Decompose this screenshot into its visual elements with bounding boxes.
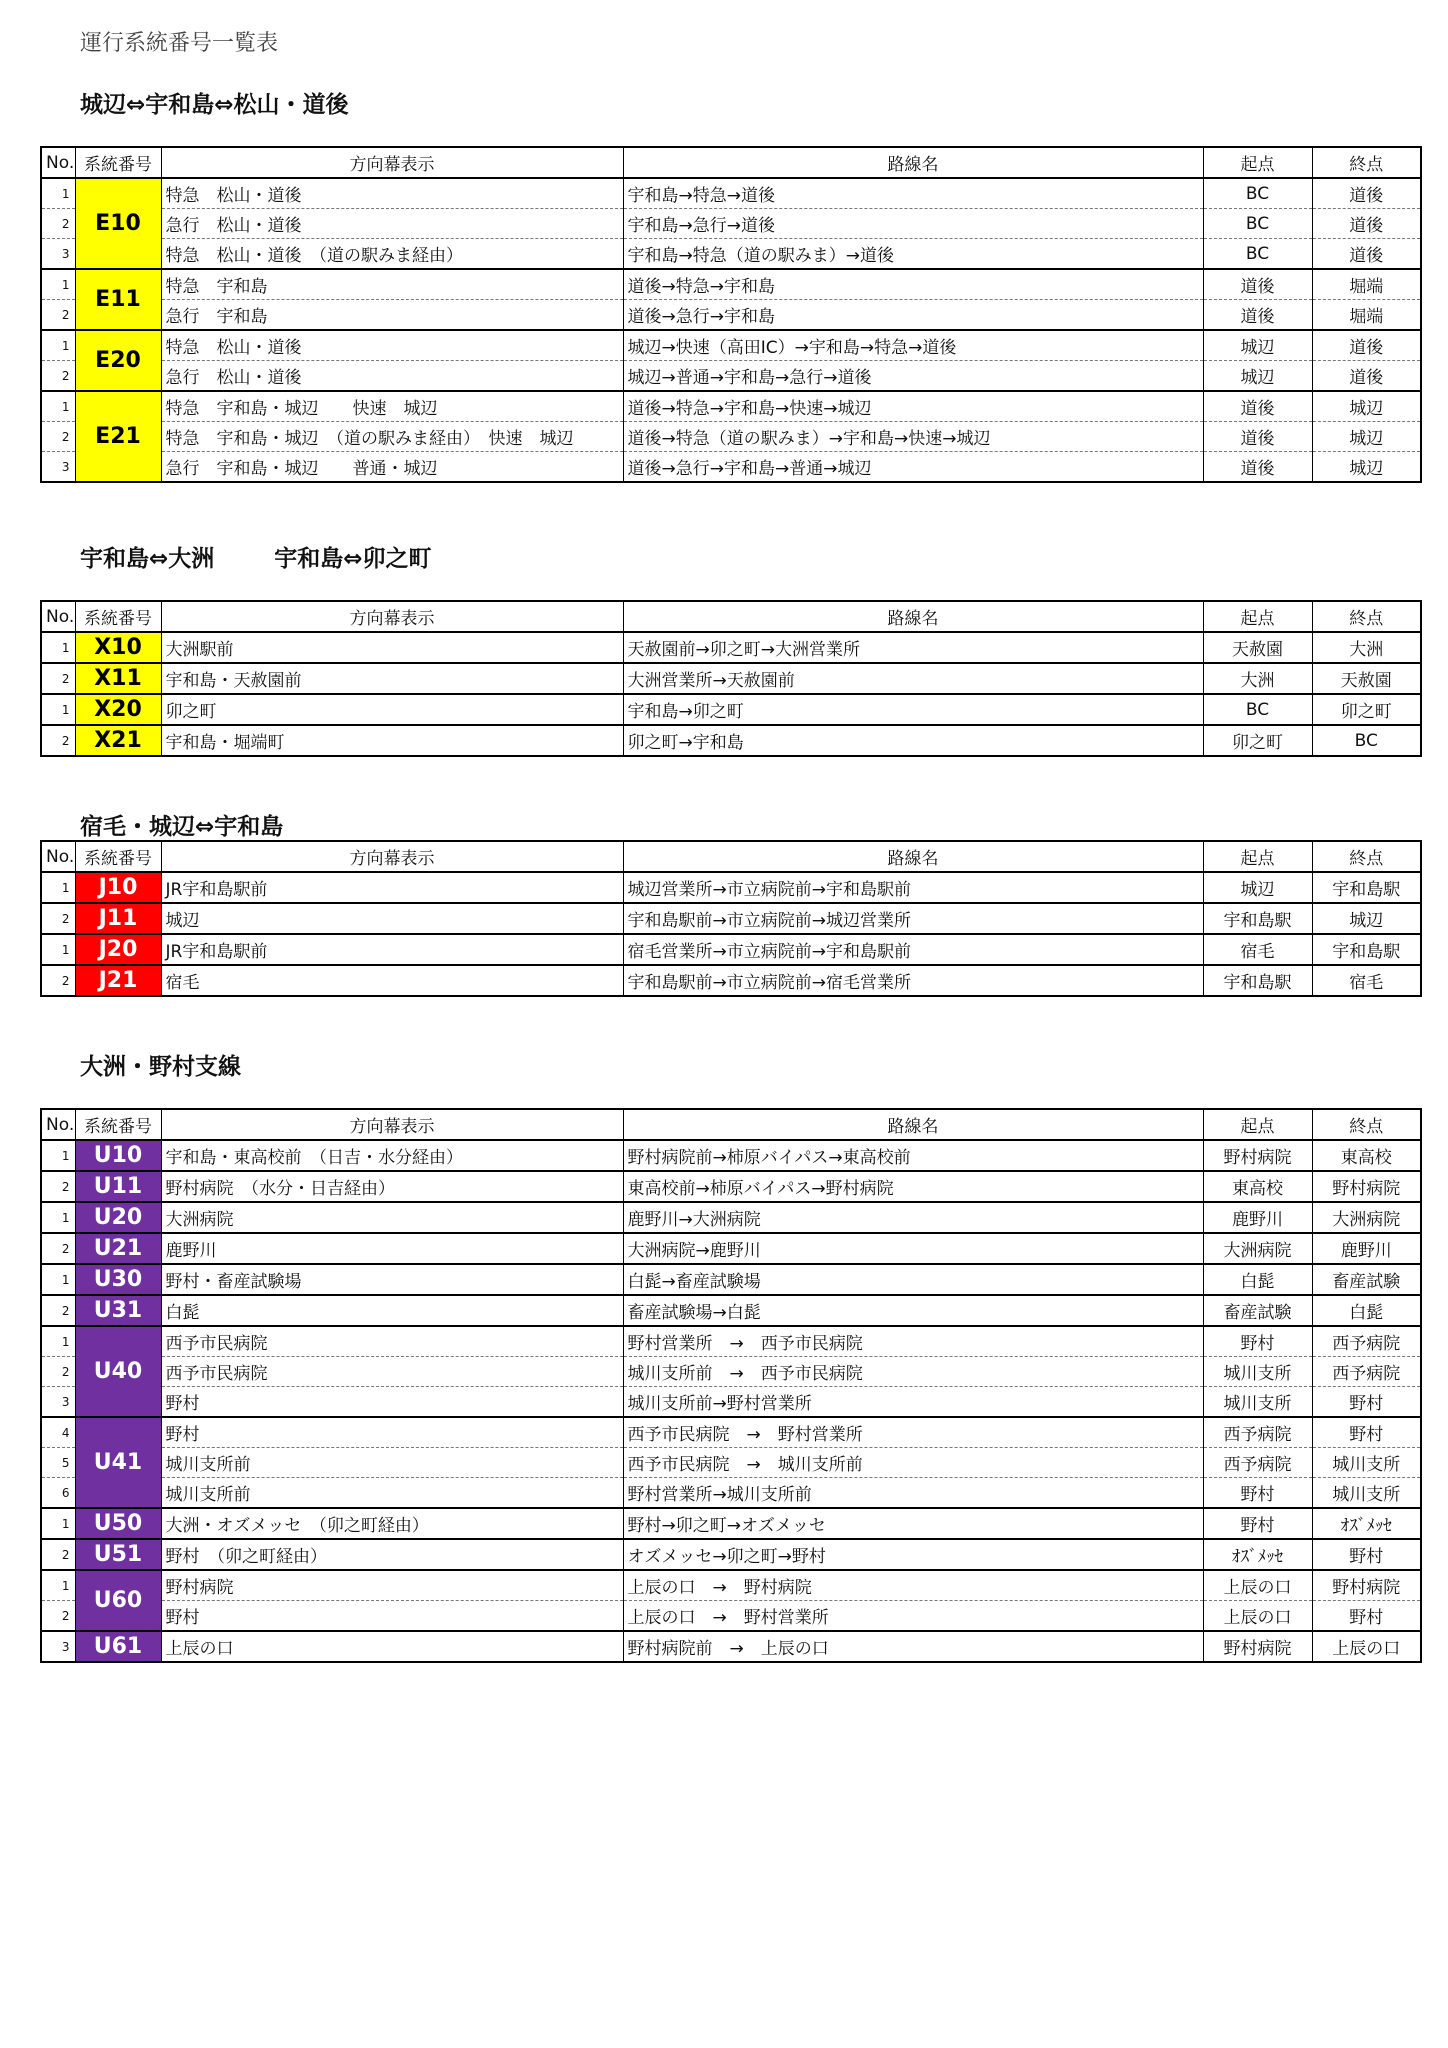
header-end: 終点 [1312, 841, 1421, 872]
direction-sign-cell: 白髭 [161, 1295, 623, 1326]
table-row [41, 178, 1421, 209]
end-point-cell: 卯之町 [1312, 694, 1421, 725]
row-number: 1 [41, 1202, 75, 1233]
route-name-cell: 野村病院前→柿原バイパス→東高校前 [623, 1140, 1203, 1171]
direction-sign-cell: 野村 （卯之町経由） [161, 1539, 623, 1570]
route-name-cell: 道後→急行→宇和島→普通→城辺 [623, 452, 1203, 483]
route-name-cell: オズメッセ→卯之町→野村 [623, 1539, 1203, 1570]
start-point-cell: BC [1203, 694, 1312, 725]
start-point-cell: 大洲病院 [1203, 1233, 1312, 1264]
route-table [40, 1108, 1422, 1663]
start-point-cell: 道後 [1203, 391, 1312, 422]
start-point-cell: 城辺 [1203, 361, 1312, 392]
section-title-text: 宿毛・城辺⇔宇和島 [80, 814, 284, 840]
row-number: 5 [41, 1448, 75, 1478]
start-point-cell: 道後 [1203, 422, 1312, 452]
row-number: 2 [41, 965, 75, 996]
table-row [41, 872, 1421, 903]
header-row [41, 1109, 1421, 1140]
header-start: 起点 [1203, 1109, 1312, 1140]
route-code-badge: U40 [75, 1326, 161, 1417]
start-point-cell: 野村 [1203, 1326, 1312, 1357]
row-number: 1 [41, 1140, 75, 1171]
route-name-cell: 野村営業所→城川支所前 [623, 1478, 1203, 1509]
route-code-badge: E10 [75, 178, 161, 269]
direction-sign-cell: 特急 松山・道後 [161, 178, 623, 209]
start-point-cell: 大洲 [1203, 663, 1312, 694]
route-code-badge: X20 [75, 694, 161, 725]
route-name-cell: 野村→卯之町→オズメッセ [623, 1508, 1203, 1539]
end-point-cell: 白髭 [1312, 1295, 1421, 1326]
header-direction: 方向幕表示 [161, 1109, 623, 1140]
row-number: 1 [41, 694, 75, 725]
section-title-text: 城辺⇔宇和島⇔松山・道後 [80, 92, 349, 118]
end-point-cell: 西予病院 [1312, 1326, 1421, 1357]
direction-sign-cell: 城川支所前 [161, 1448, 623, 1478]
route-name-cell: 東高校前→柿原バイパス→野村病院 [623, 1171, 1203, 1202]
table-row [41, 1508, 1421, 1539]
start-point-cell: 野村病院 [1203, 1140, 1312, 1171]
route-code-badge: J21 [75, 965, 161, 996]
header-route: 路線名 [623, 841, 1203, 872]
end-point-cell: 城辺 [1312, 903, 1421, 934]
row-number: 2 [41, 1171, 75, 1202]
route-code-badge: E20 [75, 330, 161, 391]
section-title [80, 1048, 241, 1081]
route-table [40, 600, 1422, 757]
direction-sign-cell: 急行 松山・道後 [161, 209, 623, 239]
route-name-cell: 白髭→畜産試験場 [623, 1264, 1203, 1295]
header-start: 起点 [1203, 601, 1312, 632]
table-row [41, 1631, 1421, 1662]
route-code-badge: U20 [75, 1202, 161, 1233]
end-point-cell: 城川支所 [1312, 1448, 1421, 1478]
header-code: 系統番号 [75, 601, 161, 632]
route-name-cell: 城辺→普通→宇和島→急行→道後 [623, 361, 1203, 392]
row-number: 1 [41, 1508, 75, 1539]
row-number: 2 [41, 422, 75, 452]
end-point-cell: BC [1312, 725, 1421, 756]
row-number: 2 [41, 1601, 75, 1632]
document-title: 運行系統番号一覧表 [80, 31, 279, 56]
section-title [80, 540, 432, 573]
route-code-badge: X10 [75, 632, 161, 663]
start-point-cell: 鹿野川 [1203, 1202, 1312, 1233]
row-number: 1 [41, 1326, 75, 1357]
direction-sign-cell: 野村 [161, 1601, 623, 1632]
end-point-cell: 天赦園 [1312, 663, 1421, 694]
route-code-badge: X11 [75, 663, 161, 694]
direction-sign-cell: 上辰の口 [161, 1631, 623, 1662]
start-point-cell: 上辰の口 [1203, 1601, 1312, 1632]
start-point-cell: 城川支所 [1203, 1387, 1312, 1418]
end-point-cell: 宇和島駅 [1312, 934, 1421, 965]
table-row [41, 1478, 1421, 1509]
row-number: 2 [41, 725, 75, 756]
direction-sign-cell: 大洲・オズメッセ （卯之町経由） [161, 1508, 623, 1539]
route-code-badge: U41 [75, 1417, 161, 1508]
route-name-cell: 野村病院前 → 上辰の口 [623, 1631, 1203, 1662]
row-number: 1 [41, 632, 75, 663]
direction-sign-cell: 城辺 [161, 903, 623, 934]
direction-sign-cell: 急行 宇和島・城辺 普通・城辺 [161, 452, 623, 483]
table-row [41, 269, 1421, 300]
row-number: 3 [41, 239, 75, 270]
row-number: 1 [41, 269, 75, 300]
direction-sign-cell: 野村 [161, 1387, 623, 1418]
end-point-cell: 野村病院 [1312, 1570, 1421, 1601]
route-name-cell: 鹿野川→大洲病院 [623, 1202, 1203, 1233]
row-number: 2 [41, 663, 75, 694]
end-point-cell: 西予病院 [1312, 1357, 1421, 1387]
route-code-badge: J10 [75, 872, 161, 903]
table-row [41, 1202, 1421, 1233]
row-number: 6 [41, 1478, 75, 1509]
table-row [41, 300, 1421, 331]
direction-sign-cell: 特急 松山・道後 [161, 330, 623, 361]
route-code-badge: U61 [75, 1631, 161, 1662]
route-code-badge: U21 [75, 1233, 161, 1264]
table-row [41, 965, 1421, 996]
direction-sign-cell: 野村病院 [161, 1570, 623, 1601]
header-end: 終点 [1312, 147, 1421, 178]
header-direction: 方向幕表示 [161, 147, 623, 178]
row-number: 1 [41, 1264, 75, 1295]
table-row [41, 1417, 1421, 1448]
route-name-cell: 上辰の口 → 野村病院 [623, 1570, 1203, 1601]
header-row [41, 601, 1421, 632]
route-name-cell: 西予市民病院 → 野村営業所 [623, 1417, 1203, 1448]
route-code-badge: X21 [75, 725, 161, 756]
header-direction: 方向幕表示 [161, 601, 623, 632]
direction-sign-cell: 特急 松山・道後 （道の駅みま経由） [161, 239, 623, 270]
route-name-cell: 道後→特急→宇和島→快速→城辺 [623, 391, 1203, 422]
start-point-cell: 城川支所 [1203, 1357, 1312, 1387]
start-point-cell: 宇和島駅 [1203, 965, 1312, 996]
end-point-cell: 城川支所 [1312, 1478, 1421, 1509]
table-row [41, 1387, 1421, 1418]
table-row [41, 934, 1421, 965]
header-start: 起点 [1203, 841, 1312, 872]
direction-sign-cell: 宇和島・堀端町 [161, 725, 623, 756]
row-number: 1 [41, 934, 75, 965]
table-row [41, 239, 1421, 270]
direction-sign-cell: 西予市民病院 [161, 1357, 623, 1387]
end-point-cell: 道後 [1312, 330, 1421, 361]
direction-sign-cell: 野村・畜産試験場 [161, 1264, 623, 1295]
row-number: 1 [41, 872, 75, 903]
table-row [41, 452, 1421, 483]
table-row [41, 422, 1421, 452]
direction-sign-cell: 野村 [161, 1417, 623, 1448]
route-name-cell: 道後→特急→宇和島 [623, 269, 1203, 300]
end-point-cell: 城辺 [1312, 422, 1421, 452]
table-row [41, 209, 1421, 239]
end-point-cell: 城辺 [1312, 391, 1421, 422]
start-point-cell: 東高校 [1203, 1171, 1312, 1202]
route-name-cell: 西予市民病院 → 城川支所前 [623, 1448, 1203, 1478]
start-point-cell: BC [1203, 178, 1312, 209]
start-point-cell: BC [1203, 209, 1312, 239]
direction-sign-cell: 宇和島・天赦園前 [161, 663, 623, 694]
table-row [41, 1539, 1421, 1570]
section-title-text-2: 宇和島⇔卯之町 [274, 546, 432, 572]
row-number: 1 [41, 178, 75, 209]
end-point-cell: 野村病院 [1312, 1171, 1421, 1202]
table-row [41, 1233, 1421, 1264]
route-name-cell: 宇和島駅前→市立病院前→宿毛営業所 [623, 965, 1203, 996]
section-title-text: 大洲・野村支線 [80, 1054, 241, 1080]
end-point-cell: 畜産試験 [1312, 1264, 1421, 1295]
row-number: 4 [41, 1417, 75, 1448]
end-point-cell: 道後 [1312, 361, 1421, 392]
route-name-cell: 大洲営業所→天赦園前 [623, 663, 1203, 694]
header-code: 系統番号 [75, 147, 161, 178]
start-point-cell: 野村 [1203, 1478, 1312, 1509]
start-point-cell: 城辺 [1203, 330, 1312, 361]
section-title [80, 86, 349, 119]
table-row [41, 694, 1421, 725]
header-no: No. [41, 841, 75, 872]
section-title-text: 宇和島⇔大洲 [80, 546, 215, 572]
header-code: 系統番号 [75, 1109, 161, 1140]
route-table [40, 840, 1422, 997]
route-name-cell: 城川支所前 → 西予市民病院 [623, 1357, 1203, 1387]
end-point-cell: 宇和島駅 [1312, 872, 1421, 903]
start-point-cell: 畜産試験 [1203, 1295, 1312, 1326]
start-point-cell: 道後 [1203, 269, 1312, 300]
direction-sign-cell: 大洲駅前 [161, 632, 623, 663]
route-code-badge: E11 [75, 269, 161, 330]
end-point-cell: 道後 [1312, 178, 1421, 209]
table-row [41, 1570, 1421, 1601]
start-point-cell: 城辺 [1203, 872, 1312, 903]
table-row [41, 725, 1421, 756]
start-point-cell: BC [1203, 239, 1312, 270]
row-number: 2 [41, 300, 75, 331]
route-name-cell: 宿毛営業所→市立病院前→宇和島駅前 [623, 934, 1203, 965]
route-name-cell: 城辺→快速（高田IC）→宇和島→特急→道後 [623, 330, 1203, 361]
start-point-cell: 道後 [1203, 300, 1312, 331]
end-point-cell: 堀端 [1312, 300, 1421, 331]
route-code-badge: U50 [75, 1508, 161, 1539]
header-row [41, 147, 1421, 178]
route-name-cell: 宇和島駅前→市立病院前→城辺営業所 [623, 903, 1203, 934]
row-number: 2 [41, 1357, 75, 1387]
header-end: 終点 [1312, 1109, 1421, 1140]
direction-sign-cell: 卯之町 [161, 694, 623, 725]
start-point-cell: 宿毛 [1203, 934, 1312, 965]
end-point-cell: 鹿野川 [1312, 1233, 1421, 1264]
table-row [41, 1448, 1421, 1478]
direction-sign-cell: 特急 宇和島・城辺 （道の駅みま経由） 快速 城辺 [161, 422, 623, 452]
header-route: 路線名 [623, 601, 1203, 632]
end-point-cell: 野村 [1312, 1387, 1421, 1418]
route-name-cell: 宇和島→特急→道後 [623, 178, 1203, 209]
route-name-cell: 天赦園前→卯之町→大洲営業所 [623, 632, 1203, 663]
route-code-badge: E21 [75, 391, 161, 482]
table-row [41, 1295, 1421, 1326]
table-row [41, 1140, 1421, 1171]
direction-sign-cell: 西予市民病院 [161, 1326, 623, 1357]
start-point-cell: 白髭 [1203, 1264, 1312, 1295]
end-point-cell: ｵｽﾞﾒｯｾ [1312, 1508, 1421, 1539]
header-code: 系統番号 [75, 841, 161, 872]
table-row [41, 1264, 1421, 1295]
end-point-cell: 道後 [1312, 209, 1421, 239]
table-row [41, 1171, 1421, 1202]
direction-sign-cell: 城川支所前 [161, 1478, 623, 1509]
header-no: No. [41, 1109, 75, 1140]
route-code-badge: U31 [75, 1295, 161, 1326]
route-name-cell: 城川支所前→野村営業所 [623, 1387, 1203, 1418]
direction-sign-cell: 野村病院 （水分・日吉経由） [161, 1171, 623, 1202]
section-title [80, 808, 283, 841]
direction-sign-cell: 宿毛 [161, 965, 623, 996]
route-name-cell: 城辺営業所→市立病院前→宇和島駅前 [623, 872, 1203, 903]
row-number: 1 [41, 391, 75, 422]
route-code-badge: U10 [75, 1140, 161, 1171]
header-no: No. [41, 601, 75, 632]
start-point-cell: 上辰の口 [1203, 1570, 1312, 1601]
header-end: 終点 [1312, 601, 1421, 632]
route-table [40, 146, 1422, 483]
route-code-badge: J11 [75, 903, 161, 934]
row-number: 3 [41, 452, 75, 483]
table-row [41, 1326, 1421, 1357]
row-number: 3 [41, 1387, 75, 1418]
end-point-cell: 大洲病院 [1312, 1202, 1421, 1233]
route-code-badge: J20 [75, 934, 161, 965]
end-point-cell: 野村 [1312, 1539, 1421, 1570]
direction-sign-cell: 宇和島・東高校前 （日吉・水分経由） [161, 1140, 623, 1171]
row-number: 2 [41, 1295, 75, 1326]
table-row [41, 903, 1421, 934]
end-point-cell: 野村 [1312, 1417, 1421, 1448]
route-code-badge: U51 [75, 1539, 161, 1570]
start-point-cell: 西予病院 [1203, 1448, 1312, 1478]
start-point-cell: 卯之町 [1203, 725, 1312, 756]
start-point-cell: 野村 [1203, 1508, 1312, 1539]
row-number: 1 [41, 330, 75, 361]
header-no: No. [41, 147, 75, 178]
row-number: 1 [41, 1570, 75, 1601]
header-start: 起点 [1203, 147, 1312, 178]
end-point-cell: 宿毛 [1312, 965, 1421, 996]
end-point-cell: 大洲 [1312, 632, 1421, 663]
route-name-cell: 道後→特急（道の駅みま）→宇和島→快速→城辺 [623, 422, 1203, 452]
route-name-cell: 宇和島→卯之町 [623, 694, 1203, 725]
route-name-cell: 道後→急行→宇和島 [623, 300, 1203, 331]
direction-sign-cell: 急行 松山・道後 [161, 361, 623, 392]
route-name-cell: 大洲病院→鹿野川 [623, 1233, 1203, 1264]
header-route: 路線名 [623, 1109, 1203, 1140]
start-point-cell: 宇和島駅 [1203, 903, 1312, 934]
direction-sign-cell: JR宇和島駅前 [161, 934, 623, 965]
header-direction: 方向幕表示 [161, 841, 623, 872]
table-row [41, 1357, 1421, 1387]
direction-sign-cell: 大洲病院 [161, 1202, 623, 1233]
end-point-cell: 東高校 [1312, 1140, 1421, 1171]
table-row [41, 391, 1421, 422]
route-name-cell: 宇和島→特急（道の駅みま）→道後 [623, 239, 1203, 270]
direction-sign-cell: 特急 宇和島・城辺 快速 城辺 [161, 391, 623, 422]
end-point-cell: 上辰の口 [1312, 1631, 1421, 1662]
route-name-cell: 卯之町→宇和島 [623, 725, 1203, 756]
route-code-badge: U30 [75, 1264, 161, 1295]
row-number: 2 [41, 1233, 75, 1264]
route-code-badge: U11 [75, 1171, 161, 1202]
end-point-cell: 野村 [1312, 1601, 1421, 1632]
route-code-badge: U60 [75, 1570, 161, 1631]
direction-sign-cell: 特急 宇和島 [161, 269, 623, 300]
row-number: 3 [41, 1631, 75, 1662]
start-point-cell: 野村病院 [1203, 1631, 1312, 1662]
header-row [41, 841, 1421, 872]
table-row [41, 663, 1421, 694]
end-point-cell: 堀端 [1312, 269, 1421, 300]
header-route: 路線名 [623, 147, 1203, 178]
start-point-cell: 西予病院 [1203, 1417, 1312, 1448]
start-point-cell: ｵｽﾞﾒｯｾ [1203, 1539, 1312, 1570]
end-point-cell: 道後 [1312, 239, 1421, 270]
table-row [41, 632, 1421, 663]
table-row [41, 330, 1421, 361]
direction-sign-cell: 急行 宇和島 [161, 300, 623, 331]
table-row [41, 361, 1421, 392]
route-name-cell: 野村営業所 → 西予市民病院 [623, 1326, 1203, 1357]
direction-sign-cell: JR宇和島駅前 [161, 872, 623, 903]
end-point-cell: 城辺 [1312, 452, 1421, 483]
start-point-cell: 天赦園 [1203, 632, 1312, 663]
row-number: 2 [41, 903, 75, 934]
row-number: 2 [41, 209, 75, 239]
row-number: 2 [41, 1539, 75, 1570]
table-row [41, 1601, 1421, 1632]
route-name-cell: 上辰の口 → 野村営業所 [623, 1601, 1203, 1632]
direction-sign-cell: 鹿野川 [161, 1233, 623, 1264]
route-name-cell: 宇和島→急行→道後 [623, 209, 1203, 239]
route-name-cell: 畜産試験場→白髭 [623, 1295, 1203, 1326]
start-point-cell: 道後 [1203, 452, 1312, 483]
row-number: 2 [41, 361, 75, 392]
